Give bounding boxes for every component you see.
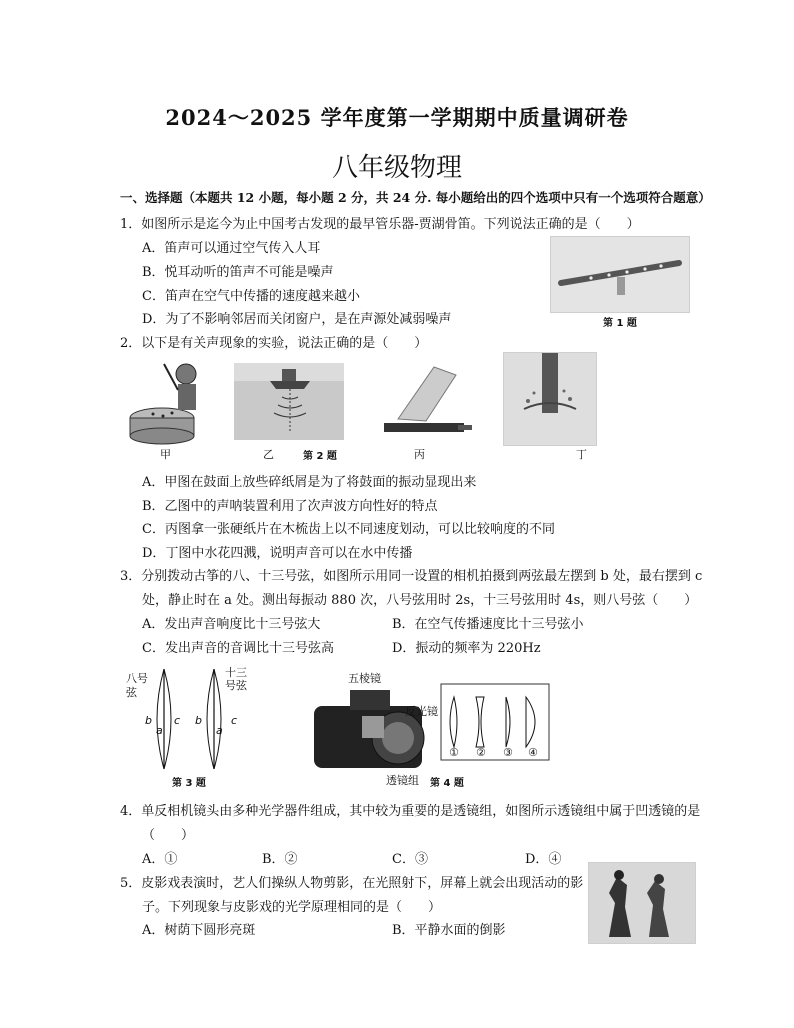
string-label-thirteen: 十三号弦 <box>225 666 247 692</box>
q3-option-b: B．在空气传播速度比十三号弦小 <box>392 617 584 632</box>
question-3-stem-line2: 处，静止时在 a 处。测出每振动 880 次，八号弦用时 2s，十三号弦用时 4s，则八号弦（ ） <box>142 593 698 608</box>
q2-option-c: C．丙图拿一张硬纸片在木梳齿上以不同速度划动，可以比较响度的不同 <box>142 522 555 537</box>
slr-camera-figure <box>310 680 440 775</box>
q3-option-a: A．发出声音响度比十三号弦大 <box>142 617 321 632</box>
question-3-stem-line1: 3．分别拨动古筝的八、十三号弦，如图所示用同一设置的相机拍摄到两弦最左摆到 b 处，最右摆到 c <box>120 569 703 584</box>
section-heading: 一、选择题（本题共 12 小题，每小题 2 分，共 24 分. 每小题给出的四个选项中只有一个选项符合题意） <box>120 190 711 205</box>
string-label-eight: 八号弦 <box>126 672 148 699</box>
q1-option-d: D．为了不影响邻居而关闭窗户，是在声源处减弱噪声 <box>142 312 452 327</box>
lens-num-3: ③ <box>503 746 513 759</box>
q1-option-a: A．笛声可以通过空气传入人耳 <box>142 241 321 256</box>
q5-option-a: A．树荫下圆形亮斑 <box>142 923 256 938</box>
figure-bing-comb <box>378 359 474 444</box>
q1-option-b: B．悦耳动听的笛声不可能是噪声 <box>142 265 334 280</box>
figure-jia-drum <box>128 356 208 448</box>
q1-figure-caption: 第 1 题 <box>603 318 637 329</box>
fig-label-bing: 丙 <box>414 448 425 461</box>
fig-label-ding: 丁 <box>576 448 587 461</box>
label-reflector: 反光镜 <box>405 705 438 718</box>
question-4-stem: 4．单反相机镜头由多种光学器件组成，其中较为重要的是透镜组，如图所示透镜组中属于凹透镜的是 <box>120 804 701 819</box>
q3-figure-caption: 第 3 题 <box>172 778 206 789</box>
figure-ding-water <box>503 352 597 446</box>
label-lens-group: 透镜组 <box>386 774 419 787</box>
bone-flute-photo <box>550 236 690 313</box>
figure-yi-sonar <box>234 363 344 440</box>
fig-label-jia: 甲 <box>160 448 171 461</box>
q3-option-c: C．发出声音的音调比十三号弦高 <box>142 641 334 656</box>
question-4-paren: （ ） <box>142 828 195 843</box>
point-b-left: b <box>145 714 152 727</box>
point-b-right: b <box>195 714 202 727</box>
q2-option-d: D．丁图中水花四溅，说明声音可以在水中传播 <box>142 546 413 561</box>
q4-figure-caption: 第 4 题 <box>430 778 464 789</box>
shadow-play-photo <box>588 862 696 944</box>
q3-option-d: D．振动的频率为 220Hz <box>392 641 541 656</box>
point-c-left: c <box>174 714 181 727</box>
q1-option-c: C．笛声在空气中传播的速度越来越小 <box>142 289 360 304</box>
q2-option-b: B．乙图中的声呐装置利用了次声波方向性好的特点 <box>142 499 438 514</box>
lens-num-2: ② <box>476 746 486 759</box>
q2-figure-caption: 第 2 题 <box>303 451 337 462</box>
exam-title: 2024～2025 学年度第一学期期中质量调研卷 <box>165 105 629 130</box>
q4-option-b: B．② <box>262 852 298 867</box>
q4-option-c: C．③ <box>392 852 428 867</box>
q5-option-b: B．平静水面的倒影 <box>392 923 506 938</box>
q4-option-d: D．④ <box>525 852 562 867</box>
q4-option-a: A．① <box>142 852 178 867</box>
point-a-right: a <box>216 724 223 737</box>
point-a-left: a <box>156 724 163 737</box>
question-5-stem-line1: 5．皮影戏表演时，艺人们操纵人物剪影，在光照射下，屏幕上就会出现活动的影 <box>120 876 584 891</box>
question-1-stem: 1．如图所示是迄今为止中国考古发现的最早管乐器-贾湖骨笛。下列说法正确的是（ ） <box>120 217 640 232</box>
exam-subtitle: 八年级物理 <box>331 153 462 183</box>
lens-num-1: ① <box>449 746 459 759</box>
lens-num-4: ④ <box>528 746 538 759</box>
label-pentaprism: 五棱镜 <box>348 672 381 685</box>
point-c-right: c <box>231 714 238 727</box>
question-2-stem: 2．以下是有关声现象的实验，说法正确的是（ ） <box>120 336 428 351</box>
question-5-stem-line2: 子。下列现象与皮影戏的光学原理相同的是（ ） <box>142 900 442 915</box>
q2-option-a: A．甲图在鼓面上放些碎纸屑是为了将鼓面的振动显现出来 <box>142 475 477 490</box>
fig-label-yi: 乙 <box>263 448 274 461</box>
